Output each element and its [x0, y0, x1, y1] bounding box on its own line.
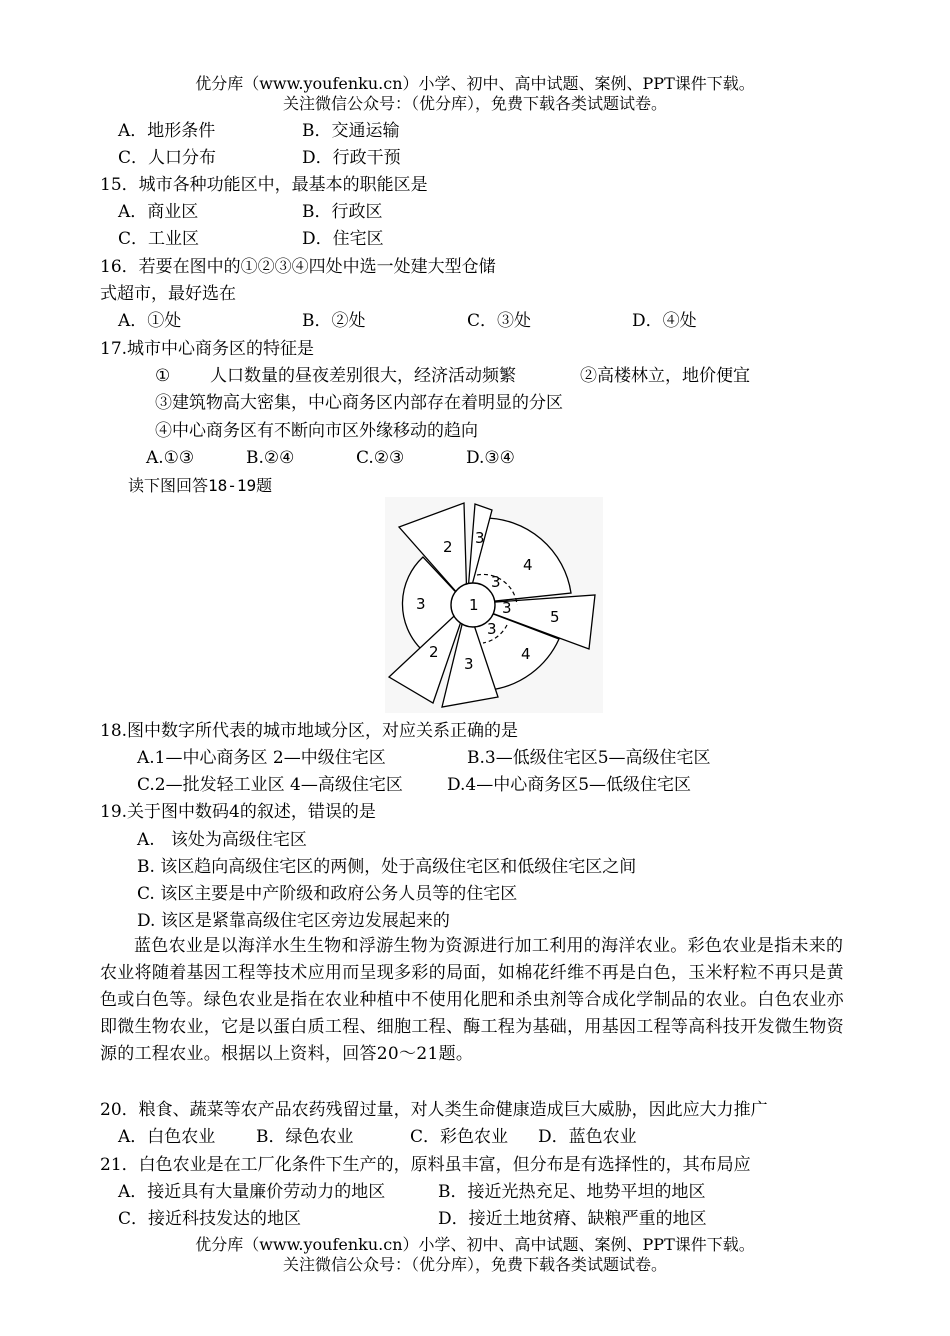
q16-stem-line2: 式超市，最好选在 [100, 284, 236, 304]
zone-label-2-upper: 2 [443, 538, 453, 556]
q18-option-a: A.1—中心商务区 2—中级住宅区 [137, 748, 386, 768]
read-figure-prompt: 读下图回答18-19题 [128, 476, 273, 495]
zone-label-3-bottom: 3 [464, 655, 474, 673]
q14-option-d: D．行政干预 [302, 148, 401, 168]
page-footer-line1: 优分库（www.youfenku.cn）小学、初中、高中试题、案例、PPT课件下载。 [195, 1235, 755, 1254]
q20-stem: 20．粮食、蔬菜等农产品农药残留过量，对人类生命健康造成巨大威胁，因此应大力推广 [100, 1100, 768, 1120]
q16-option-b: B．②处 [302, 311, 366, 331]
q16-option-c: C．③处 [467, 311, 532, 331]
q18-option-c: C.2—批发轻工业区 4—高级住宅区 [137, 775, 403, 795]
zone-label-3-top: 3 [475, 529, 485, 547]
q17-option-a: A.①③ [146, 448, 195, 468]
q14-option-a: A．地形条件 [118, 121, 216, 141]
q20-option-b: B．绿色农业 [256, 1127, 354, 1147]
q21-stem: 21．白色农业是在工厂化条件下生产的，原料虽丰富，但分布是有选择性的，其布局应 [100, 1155, 751, 1175]
q16-stem-line1: 16．若要在图中的①②③④四处中选一处建大型仓储 [100, 257, 496, 277]
q18-stem: 18.图中数字所代表的城市地域分区，对应关系正确的是 [100, 721, 519, 741]
q18-option-d: D.4—中心商务区5—低级住宅区 [447, 775, 692, 795]
agriculture-passage [100, 933, 860, 1068]
q17-item2: ②高楼林立，地价便宜 [580, 366, 750, 386]
q19-option-a: A. 该处为高级住宅区 [137, 830, 307, 850]
q21-option-b: B．接近光热充足、地势平坦的地区 [438, 1182, 706, 1202]
q20-option-d: D．蓝色农业 [538, 1127, 637, 1147]
q17-option-c: C.②③ [356, 448, 405, 468]
q17-item1-text: 人口数量的昼夜差别很大，经济活动频繁 [210, 366, 516, 386]
q15-option-b: B．行政区 [302, 202, 383, 222]
agriculture-passage-text: 蓝色农业是以海洋水生生物和浮游生物为资源进行加工利用的海洋农业。彩色农业是指未来的农业将随着基因工程等技术应用而呈现多彩的局面，如棉花纤维不再是白色，玉米籽粒不再只是黄色或白色等。绿色农业是指在农业种植中不使用化肥和杀虫剂等合成化学制品的农业。白色农业亦即微生物农业，它是以蛋白质工程、细胞工程、酶工程为基础，用基因工程等高科技开发微生物资源的工程农业。根据以上资料，回答20～21题。 [100, 936, 844, 1064]
q16-option-a: A．①处 [118, 311, 182, 331]
q15-option-d: D．住宅区 [302, 229, 384, 249]
q21-option-d: D．接近土地贫瘠、缺粮严重的地区 [438, 1209, 707, 1229]
q15-option-a: A．商业区 [118, 202, 199, 222]
zone-label-3-left: 3 [416, 595, 426, 613]
q17-item1-number: ① [155, 366, 171, 386]
q14-option-c: C．人口分布 [118, 148, 217, 168]
zone-label-4-lower: 4 [521, 645, 531, 663]
zone-label-2-lower: 2 [429, 643, 439, 661]
page-footer-line2: 关注微信公众号：（优分库），免费下载各类试题试卷。 [282, 1255, 667, 1274]
q20-option-a: A．白色农业 [118, 1127, 216, 1147]
zone-label-5: 5 [550, 608, 560, 626]
q17-stem: 17.城市中心商务区的特征是 [100, 339, 315, 359]
q15-option-c: C．工业区 [118, 229, 200, 249]
page-header-line1: 优分库（www.youfenku.cn）小学、初中、高中试题、案例、PPT课件下载。 [195, 74, 755, 93]
q19-option-c: C. 该区主要是中产阶级和政府公务人员等的住宅区 [137, 884, 518, 904]
page-header-line2: 关注微信公众号：（优分库），免费下载各类试题试卷。 [282, 94, 667, 113]
q17-option-d: D.③④ [466, 448, 515, 468]
zone-label-1-center: 1 [469, 596, 479, 614]
q19-option-b: B. 该区趋向高级住宅区的两侧，处于高级住宅区和低级住宅区之间 [137, 857, 637, 877]
q20-option-c: C．彩色农业 [410, 1127, 509, 1147]
q17-item4: ④中心商务区有不断向市区外缘移动的趋向 [155, 421, 478, 441]
q21-option-a: A．接近具有大量廉价劳动力的地区 [118, 1182, 386, 1202]
q14-option-b: B．交通运输 [302, 121, 400, 141]
q16-option-d: D．④处 [632, 311, 697, 331]
q17-item3: ③建筑物高大密集，中心商务区内部存在着明显的分区 [155, 393, 563, 413]
q19-stem: 19.关于图中数码4的叙述，错误的是 [100, 802, 376, 822]
q21-option-c: C．接近科技发达的地区 [118, 1209, 302, 1229]
q18-option-b: B.3—低级住宅区5—高级住宅区 [467, 748, 711, 768]
zone-label-4-upper: 4 [523, 556, 533, 574]
zone-label-3-inner-lower: 3 [487, 620, 497, 638]
q19-option-d: D. 该区是紧靠高级住宅区旁边发展起来的 [137, 911, 450, 931]
zone-label-3-inner-upper: 3 [491, 573, 501, 591]
zone-label-3-inner-right: 3 [502, 599, 512, 617]
q17-option-b: B.②④ [246, 448, 295, 468]
q15-stem: 15．城市各种功能区中，最基本的职能区是 [100, 175, 428, 195]
urban-zone-diagram [385, 497, 603, 713]
